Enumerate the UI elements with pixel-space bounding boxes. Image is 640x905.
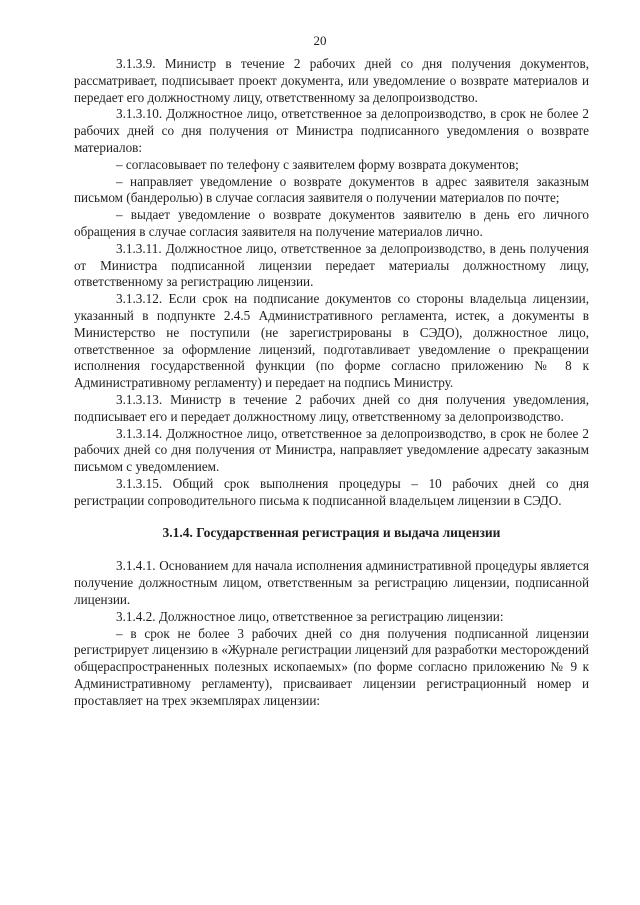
paragraph-3-1-3-13: 3.1.3.13. Министр в течение 2 рабочих дней со дня получения уведомления, подписывает его и передает должностному лицу, ответственному за делопроизводство. xyxy=(74,391,589,424)
list-item-register-license: – в срок не более 3 рабочих дней со дня получения подписанной лицензии регистрирует лицензию в «Журнале регистрации лицензий для разработки месторождений общераспространенных полезных ископаемых» (по форме согласно приложению № 9 к Административному регламенту), присваивает лицензии регистрационный номер и проставляет на трех экземплярах лицензии: xyxy=(74,625,589,708)
paragraph-3-1-3-15: 3.1.3.15. Общий срок выполнения процедуры – 10 рабочих дней со дня регистрации сопроводительного письма к подписанной владельцем лицензии в СЭДО. xyxy=(74,475,589,508)
list-item-agree-by-phone: – согласовывает по телефону с заявителем форму возврата документов; xyxy=(116,156,519,172)
paragraph-3-1-4-2: 3.1.4.2. Должностное лицо, ответственное за регистрацию лицензии: xyxy=(116,608,504,624)
list-item-send-by-mail: – направляет уведомление о возврате документов в адрес заявителя заказным письмом (бандеролью) в случае согласия заявителя о получении материалов по почте; xyxy=(74,173,589,206)
page-number: 20 xyxy=(313,33,327,48)
paragraph-3-1-3-14: 3.1.3.14. Должностное лицо, ответственное за делопроизводство, в срок не более 2 рабочих дней со дня получения от Министра, направляет уведомление адресату заказным письмом с уведомлением. xyxy=(74,425,589,475)
paragraph-3-1-3-9: 3.1.3.9. Министр в течение 2 рабочих дней со дня получения документов, рассматривает, подписывает проект документа, или уведомление о возврате материалов и передает его должностному лицу, ответственному за делопроизводство. xyxy=(74,56,589,105)
list-item-hand-over-in-person: – выдает уведомление о возврате документов заявителю в день его личного обращения в случае согласия заявителя на получение материалов лично. xyxy=(74,207,589,239)
paragraph-3-1-4-1: 3.1.4.1. Основанием для начала исполнения административной процедуры является получение должностным лицом, ответственным за регистрацию лицензии, подписанной лицензии. xyxy=(74,558,589,607)
document-body xyxy=(74,56,589,709)
section-heading-3-1-4: 3.1.4. Государственная регистрация и выдача лицензии xyxy=(162,524,501,540)
paragraph-3-1-3-12: 3.1.3.12. Если срок на подписание документов со стороны владельца лицензии, указанный в подпункте 2.4.5 Административного регламента, истек, а документы в Министерство не поступили (не зарегистрированы в СЭДО), должностное лицо, ответственное за оформление лицензий, подготавливает уведомление о прекращении исполнения государственной функции (по форме согласно приложению № 8 к Административному регламенту) и передает на подпись Министру. xyxy=(74,291,589,391)
paragraph-3-1-3-11: 3.1.3.11. Должностное лицо, ответственное за делопроизводство, в день получения от Министра подписанной лицензии передает материалы должностному лицу, ответственному за регистрацию лицензии. xyxy=(74,240,589,290)
paragraph-3-1-3-10: 3.1.3.10. Должностное лицо, ответственное за делопроизводство, в срок не более 2 рабочих дней со дня получения от Министра подписанного уведомления о возврате материалов: xyxy=(74,106,589,155)
